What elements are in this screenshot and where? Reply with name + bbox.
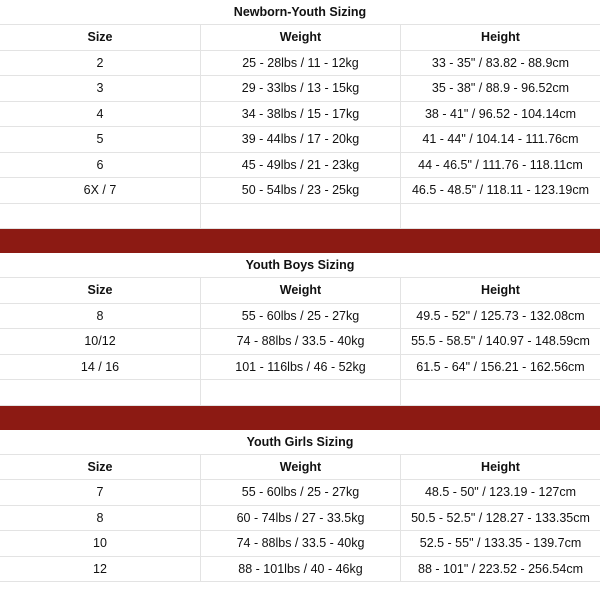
weight-cell: 29 - 33lbs / 13 - 15kg xyxy=(201,76,401,101)
column-header-weight: Weight xyxy=(201,278,401,303)
section-newborn-youth xyxy=(0,0,600,229)
empty-cell xyxy=(0,204,201,229)
weight-cell: 50 - 54lbs / 23 - 25kg xyxy=(201,178,401,203)
height-cell: 46.5 - 48.5" / 118.11 - 123.19cm xyxy=(411,183,589,197)
table-row xyxy=(0,51,600,77)
weight-cell: 60 - 74lbs / 27 - 33.5kg xyxy=(201,506,401,531)
section-divider xyxy=(0,229,600,253)
column-header-size: Size xyxy=(0,455,201,480)
table-row xyxy=(0,304,600,330)
section-youth-boys xyxy=(0,253,600,406)
table-row xyxy=(0,480,600,506)
height-cell: 33 - 35" / 83.82 - 88.9cm xyxy=(431,55,570,70)
size-cell: 8 xyxy=(0,506,201,531)
height-cell: 50.5 - 52.5" / 128.27 - 133.35cm xyxy=(411,510,590,525)
empty-cell xyxy=(201,380,401,405)
column-header-weight: Weight xyxy=(201,455,401,480)
table-row xyxy=(0,76,600,102)
height-cell: 41 - 44" / 104.14 - 111.76cm xyxy=(422,132,579,146)
size-cell: 4 xyxy=(0,102,201,127)
table-row xyxy=(0,355,600,381)
size-cell: 7 xyxy=(0,480,201,505)
column-header-height: Height xyxy=(481,283,520,297)
height-cell: 35 - 38" / 88.9 - 96.52cm xyxy=(431,81,570,95)
table-header-row xyxy=(0,455,600,481)
size-cell: 6X / 7 xyxy=(0,178,201,203)
height-cell: 44 - 46.5" / 111.76 - 118.11cm xyxy=(418,157,583,172)
table-header-row xyxy=(0,25,600,51)
height-cell: 38 - 41" / 96.52 - 104.14cm xyxy=(424,106,577,121)
table-row xyxy=(0,557,600,583)
table-row-empty xyxy=(0,204,600,230)
weight-cell: 74 - 88lbs / 33.5 - 40kg xyxy=(201,531,401,556)
height-cell: 48.5 - 50" / 123.19 - 127cm xyxy=(424,485,577,499)
column-header-size: Size xyxy=(0,278,201,303)
height-cell: 49.5 - 52" / 125.73 - 132.08cm xyxy=(416,308,585,323)
size-cell: 14 / 16 xyxy=(0,355,201,380)
empty-cell xyxy=(0,380,201,405)
column-header-weight: Weight xyxy=(201,25,401,50)
height-cell: 55.5 - 58.5" / 140.97 - 148.59cm xyxy=(411,334,590,348)
empty-cell xyxy=(401,204,600,229)
table-row xyxy=(0,506,600,532)
column-header-size: Size xyxy=(0,25,201,50)
table-row xyxy=(0,329,600,355)
table-row xyxy=(0,153,600,179)
weight-cell: 34 - 38lbs / 15 - 17kg xyxy=(201,102,401,127)
section-divider xyxy=(0,406,600,430)
weight-cell: 39 - 44lbs / 17 - 20kg xyxy=(201,127,401,152)
weight-cell: 101 - 116lbs / 46 - 52kg xyxy=(201,355,401,380)
height-cell: 61.5 - 64" / 156.21 - 162.56cm xyxy=(416,359,585,374)
table-row xyxy=(0,178,600,204)
column-header-height: Height xyxy=(481,459,520,474)
table-row-empty xyxy=(0,380,600,406)
size-cell: 8 xyxy=(0,304,201,329)
size-cell: 10 xyxy=(0,531,201,556)
size-cell: 6 xyxy=(0,153,201,178)
weight-cell: 55 - 60lbs / 25 - 27kg xyxy=(201,480,401,505)
weight-cell: 25 - 28lbs / 11 - 12kg xyxy=(201,51,401,76)
section-title: Youth Boys Sizing xyxy=(0,253,600,278)
table-header-row xyxy=(0,278,600,304)
weight-cell: 74 - 88lbs / 33.5 - 40kg xyxy=(201,329,401,354)
size-cell: 12 xyxy=(0,557,201,582)
size-cell: 10/12 xyxy=(0,329,201,354)
column-header-height: Height xyxy=(481,30,520,44)
table-row xyxy=(0,102,600,128)
section-title: Youth Girls Sizing xyxy=(0,430,600,455)
table-row xyxy=(0,531,600,557)
weight-cell: 45 - 49lbs / 21 - 23kg xyxy=(201,153,401,178)
size-cell: 3 xyxy=(0,76,201,101)
weight-cell: 55 - 60lbs / 25 - 27kg xyxy=(201,304,401,329)
size-cell: 2 xyxy=(0,51,201,76)
height-cell: 52.5 - 55" / 133.35 - 139.7cm xyxy=(419,536,582,550)
size-cell: 5 xyxy=(0,127,201,152)
table-row xyxy=(0,127,600,153)
empty-cell xyxy=(401,380,600,405)
section-youth-girls xyxy=(0,430,600,583)
weight-cell: 88 - 101lbs / 40 - 46kg xyxy=(201,557,401,582)
section-title: Newborn-Youth Sizing xyxy=(0,0,600,25)
empty-cell xyxy=(201,204,401,229)
height-cell: 88 - 101" / 223.52 - 256.54cm xyxy=(418,561,583,576)
